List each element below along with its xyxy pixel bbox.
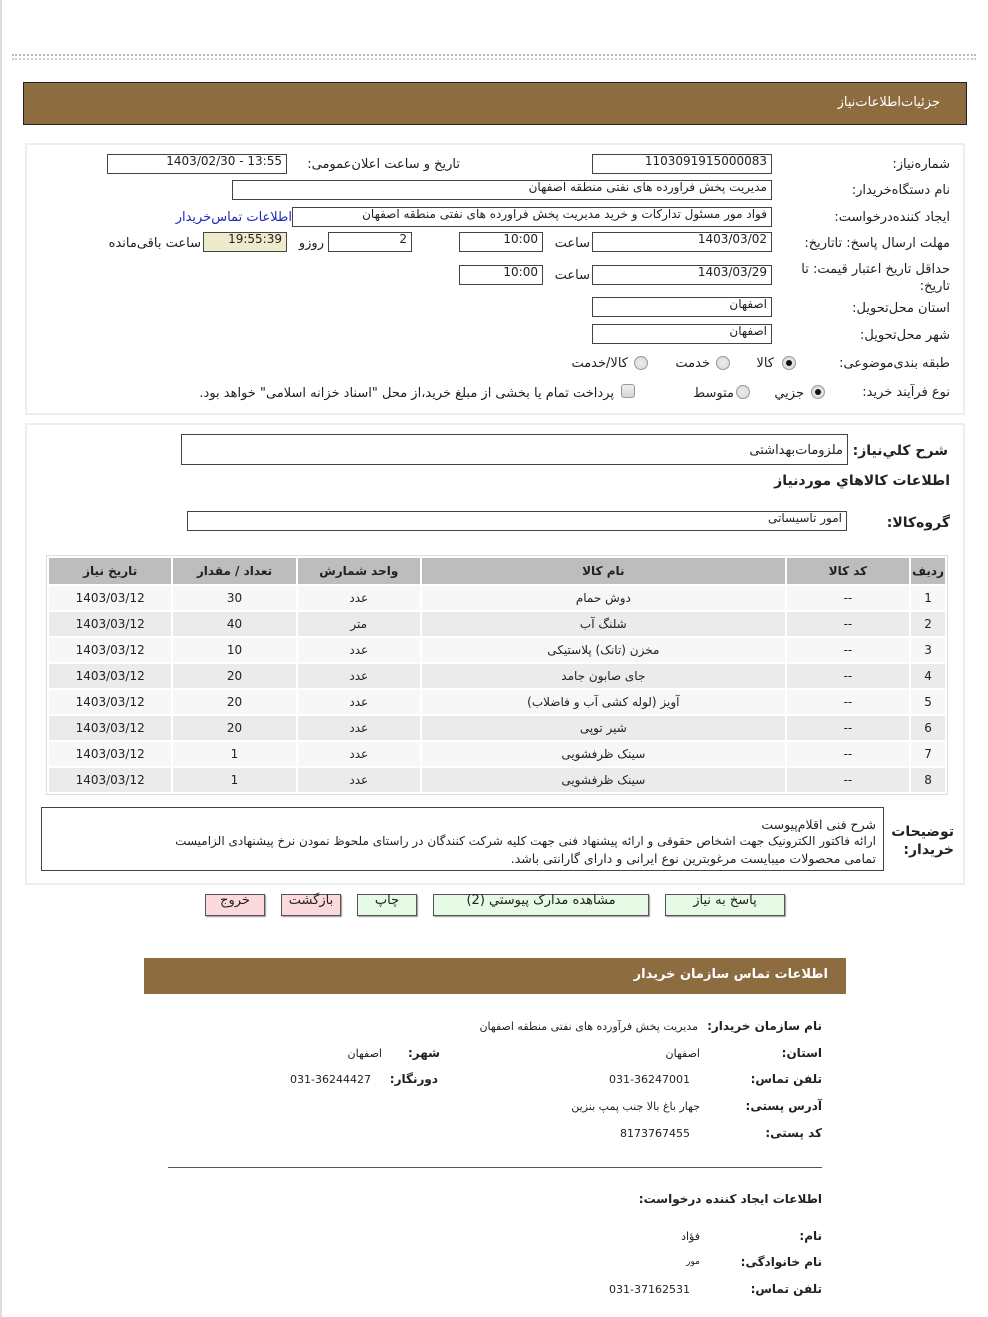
cell-qty: 1 — [173, 768, 295, 792]
contact-address-value: جهار باغ بالا جنب پمپ بنزین — [571, 1100, 700, 1113]
days-field[interactable]: 2 — [328, 232, 412, 252]
cell-name: سینک ظرفشویی — [422, 768, 785, 792]
col-date: تاریخ نیاز — [49, 558, 171, 584]
contact-divider — [168, 1167, 822, 1168]
creator-info-title: اطلاعات ایجاد کننده درخواست: — [638, 1192, 822, 1206]
table-row — [49, 664, 945, 688]
process-option-minor: جزیي — [774, 386, 804, 401]
cell-unit: عدد — [298, 664, 420, 688]
treasury-checkbox[interactable] — [621, 384, 635, 398]
cell-qty: 1 — [173, 742, 295, 766]
buyer-notes-label: توضیحات خریدار: — [891, 824, 954, 858]
contact-postal-label: کد پستی: — [765, 1126, 822, 1140]
cell-unit: عدد — [298, 742, 420, 766]
contact-province-value: اصفهان — [665, 1047, 700, 1060]
cell-qty: 20 — [173, 690, 295, 714]
deadline-label: مهلت ارسال پاسخ: تاتاریخ: — [804, 236, 950, 251]
cell-name: آویز (لوله کشی آب و فاضلاب) — [422, 690, 785, 714]
days-label: روزو — [298, 236, 324, 251]
cell-code: -- — [787, 742, 909, 766]
table-row — [49, 742, 945, 766]
page-title: جزئیات‌اطلاعات‌نیاز — [837, 95, 940, 110]
contact-fax-value: 031-36244427 — [290, 1073, 371, 1086]
left-edge — [0, 0, 2, 1317]
table-row — [49, 716, 945, 740]
goods-table — [46, 555, 948, 795]
col-name: نام کالا — [422, 558, 785, 584]
contact-phone-label: تلفن تماس: — [750, 1072, 822, 1086]
cell-qty: 40 — [173, 612, 295, 636]
buyer-notes-box — [41, 807, 884, 871]
contact-province-label: استان: — [781, 1046, 822, 1060]
deadline-time-field[interactable]: 10:00 — [459, 232, 543, 252]
summary-field[interactable]: ملزومات‌بهداشتی — [181, 434, 848, 465]
city-field[interactable]: اصفهان — [592, 324, 772, 344]
contact-city-value: اصفهان — [347, 1047, 382, 1060]
creator-label: ایجاد کننده‌درخواست: — [834, 210, 950, 225]
category-radio-service[interactable] — [716, 356, 730, 370]
goods-group-field[interactable]: امور تاسیساتی — [187, 511, 847, 531]
cell-code: -- — [787, 690, 909, 714]
cell-row: 7 — [911, 742, 945, 766]
cell-unit: عدد — [298, 690, 420, 714]
cell-name: جای صابون جامد — [422, 664, 785, 688]
top-divider — [12, 54, 976, 60]
cell-code: -- — [787, 664, 909, 688]
category-label: طبقه بندی‌موضوعی: — [839, 356, 950, 371]
deadline-time-label: ساعت — [554, 236, 590, 251]
contact-org-label: نام سازمان خریدار: — [707, 1019, 822, 1033]
exit-button[interactable]: خروج — [205, 894, 265, 916]
process-radio-medium[interactable] — [736, 385, 750, 399]
category-radio-goods[interactable] — [782, 356, 796, 370]
cell-code: -- — [787, 612, 909, 636]
page-title-bar — [23, 82, 967, 125]
cell-date: 1403/03/12 — [49, 716, 171, 740]
summary-label: شرح کلي‌نیاز: — [852, 443, 948, 459]
remaining-label: ساعت باقی‌مانده — [108, 236, 201, 251]
contact-section-title — [144, 958, 846, 994]
category-radio-goods-service[interactable] — [634, 356, 648, 370]
contact-org-value: مدیریت پخش فرآورده های نفتی منطقه اصفهان — [479, 1020, 698, 1033]
goods-section-title: اطلاعات کالاهاي مورد‌نیاز — [774, 473, 950, 489]
table-row — [49, 768, 945, 792]
goods-table-header — [49, 558, 945, 584]
province-label: استان محل‌تحویل: — [852, 301, 950, 316]
category-option-goods: کالا — [756, 356, 774, 371]
cell-row: 1 — [911, 586, 945, 610]
cell-code: -- — [787, 716, 909, 740]
cell-row: 4 — [911, 664, 945, 688]
creator-phone-label: تلفن تماس: — [750, 1282, 822, 1296]
cell-date: 1403/03/12 — [49, 586, 171, 610]
cell-name: شیر توپی — [422, 716, 785, 740]
goods-group-label: گروه‌کالا: — [886, 515, 950, 531]
cell-row: 2 — [911, 612, 945, 636]
creator-name-label: نام: — [799, 1229, 822, 1243]
back-button[interactable]: بازگشت — [281, 894, 341, 916]
print-button[interactable]: چاپ — [357, 894, 417, 916]
validity-label: حداقل تاریخ اعتبار قیمت: تا تاریخ: — [801, 262, 950, 294]
cell-code: -- — [787, 638, 909, 662]
cell-row: 3 — [911, 638, 945, 662]
cell-date: 1403/03/12 — [49, 638, 171, 662]
contact-fax-label: دورنگار: — [389, 1072, 438, 1086]
cell-row: 6 — [911, 716, 945, 740]
province-field[interactable]: اصفهان — [592, 297, 772, 317]
cell-qty: 30 — [173, 586, 295, 610]
creator-field[interactable]: فواد مور مسئول تدارکات و خرید مدیریت پخش فراورده های نفتی منطقه اصفهان — [292, 207, 772, 227]
buyer-org-field[interactable]: مدیریت پخش فراورده های نفتی منطقه اصفهان — [232, 180, 772, 200]
cell-unit: عدد — [298, 768, 420, 792]
cell-date: 1403/03/12 — [49, 768, 171, 792]
contact-address-label: آدرس پستی: — [745, 1099, 822, 1113]
city-label: شهر محل‌تحویل: — [860, 328, 950, 343]
cell-code: -- — [787, 586, 909, 610]
col-row: ردیف — [911, 558, 945, 584]
cell-name: دوش حمام — [422, 586, 785, 610]
col-qty: تعداد / مقدار — [173, 558, 295, 584]
cell-unit: عدد — [298, 586, 420, 610]
deadline-date-field[interactable]: 1403/03/02 — [592, 232, 772, 252]
cell-date: 1403/03/12 — [49, 612, 171, 636]
creator-family-value: مور — [686, 1257, 700, 1267]
validity-date-field[interactable]: 1403/03/29 — [592, 265, 772, 285]
creator-family-label: نام خانوادگی: — [740, 1255, 822, 1269]
buyer-contact-link[interactable]: اطلاعات تماس‌خریدار — [175, 210, 292, 225]
table-row — [49, 690, 945, 714]
need-number-label: شماره‌نیاز: — [892, 157, 950, 172]
validity-time-label: ساعت — [554, 268, 590, 283]
view-attachments-button[interactable]: مشاهده مدارک پیوستي (2) — [433, 894, 649, 916]
cell-date: 1403/03/12 — [49, 742, 171, 766]
buyer-notes-line: شرح فنی اقلام‌پیوست — [761, 817, 876, 832]
buyer-org-label: نام دستگاه‌خریدار: — [851, 183, 950, 198]
need-number-field[interactable]: 1103091915000083 — [592, 154, 772, 174]
validity-time-field[interactable]: 10:00 — [459, 265, 543, 285]
buyer-notes-line: ارائه فاکتور الکترونیک جهت اشخاص حقوقی و ارائه پیشنهاد فنی جهت کلیه شرکت کنندگان در راستای ملحوظ نمودن نرخ پیشنهادی الزامیست — [175, 834, 876, 848]
contact-title-text: اطلاعات تماس سازمان خریدار — [633, 967, 828, 982]
cell-name: مخزن (تانک) پلاستیکی — [422, 638, 785, 662]
cell-qty: 20 — [173, 716, 295, 740]
cell-unit: عدد — [298, 716, 420, 740]
process-option-medium: متوسط — [693, 386, 734, 401]
category-option-goods-service: کالا/خدمت — [571, 356, 628, 371]
creator-name-value: فؤاد — [681, 1230, 700, 1243]
treasury-note: پرداخت تمام یا بخشی از مبلغ خرید،از محل "اسناد خزانه اسلامی" خواهد بود. — [199, 386, 614, 401]
contact-phone-value: 031-36247001 — [609, 1073, 690, 1086]
contact-city-label: شهر: — [408, 1046, 440, 1060]
cell-date: 1403/03/12 — [49, 664, 171, 688]
cell-unit: عدد — [298, 638, 420, 662]
table-row — [49, 638, 945, 662]
remaining-time-field: 19:55:39 — [203, 232, 287, 252]
announce-datetime-field[interactable]: 1403/02/30 - 13:55 — [107, 154, 287, 174]
process-label: نوع فرآیند خرید: — [862, 385, 950, 400]
cell-name: شلنگ آب — [422, 612, 785, 636]
reply-button[interactable]: پاسخ به نیاز — [665, 894, 785, 916]
cell-row: 5 — [911, 690, 945, 714]
table-row — [49, 612, 945, 636]
cell-qty: 20 — [173, 664, 295, 688]
cell-code: -- — [787, 768, 909, 792]
creator-phone-value: 031-37162531 — [609, 1283, 690, 1296]
contact-postal-value: 8173767455 — [620, 1127, 690, 1140]
col-code: کد کالا — [787, 558, 909, 584]
cell-unit: متر — [298, 612, 420, 636]
cell-qty: 10 — [173, 638, 295, 662]
col-unit: واحد شمارش — [298, 558, 420, 584]
table-row — [49, 586, 945, 610]
cell-row: 8 — [911, 768, 945, 792]
category-option-service: خدمت — [675, 356, 710, 371]
announce-label: تاریخ و ساعت اعلان‌عمومی: — [307, 157, 460, 172]
cell-name: سینک ظرفشویی — [422, 742, 785, 766]
cell-date: 1403/03/12 — [49, 690, 171, 714]
process-radio-minor[interactable] — [811, 385, 825, 399]
buyer-notes-line: تمامی محصولات میبایست مرغوبترین نوع ایرانی و دارای گارانتی باشد. — [510, 851, 876, 866]
